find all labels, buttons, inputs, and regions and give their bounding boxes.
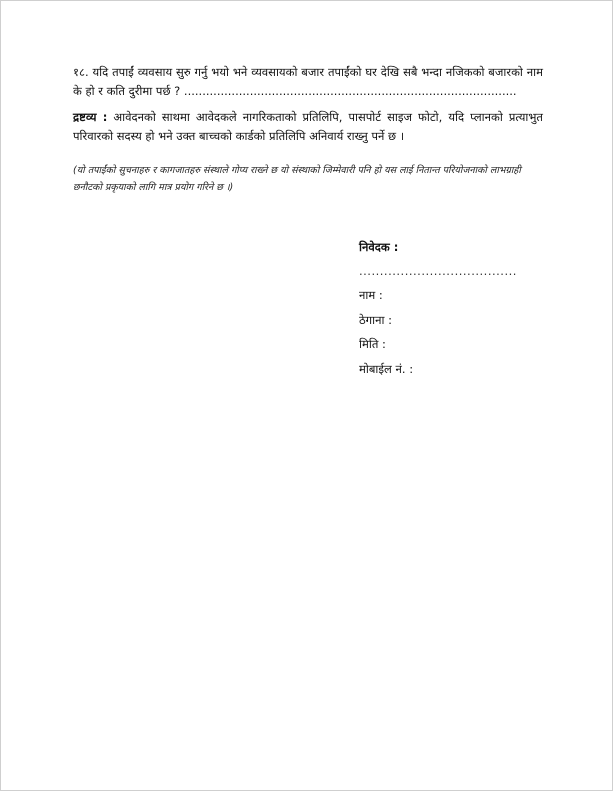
address-label: ठेगाना : bbox=[359, 312, 393, 327]
question-18: १८. यदि तपाईं व्यवसाय सुरु गर्नु भयो भने व्यवसायको बजार तपाईंको घर देखि सबै भन्दा नजिकको बजारको नाम के हो र कति दुरीमा पर्छ ? ........................................................................................... bbox=[73, 65, 543, 98]
note-paragraph bbox=[73, 108, 543, 146]
note-text: आवेदनको साथमा आवेदकले नागरिकताको प्रतिलिपि, पासपोर्ट साइज फोटो, यदि प्लानको प्रत्याभुत परिवारको सदस्य हो भने उक्त बाच्चको कार्डको प्रतिलिपि अनिवार्य राख्नु पर्ने छ । bbox=[73, 110, 543, 143]
name-label: नाम : bbox=[359, 288, 383, 302]
mobile-label: मोबाईल नं. : bbox=[359, 361, 414, 376]
confidentiality-disclaimer: (यो तपाईंको सुचनाहरु र कागजातहरु संस्थाले गोप्य राख्ने छ यो संस्थाको जिम्मेवारी पनि हो यस लाई नितान्त परियोजनाको लाभग्राही छनौटको प्रकृयाको लागि मात्र प्रयोग गरिने छ ।) bbox=[73, 165, 521, 193]
date-label: मिति : bbox=[359, 337, 386, 351]
applicant-block bbox=[359, 237, 559, 383]
signature-line: ...................................... bbox=[359, 264, 517, 278]
applicant-heading: निवेदक : bbox=[359, 240, 399, 254]
note-label: द्रष्टव्य : bbox=[73, 110, 108, 124]
